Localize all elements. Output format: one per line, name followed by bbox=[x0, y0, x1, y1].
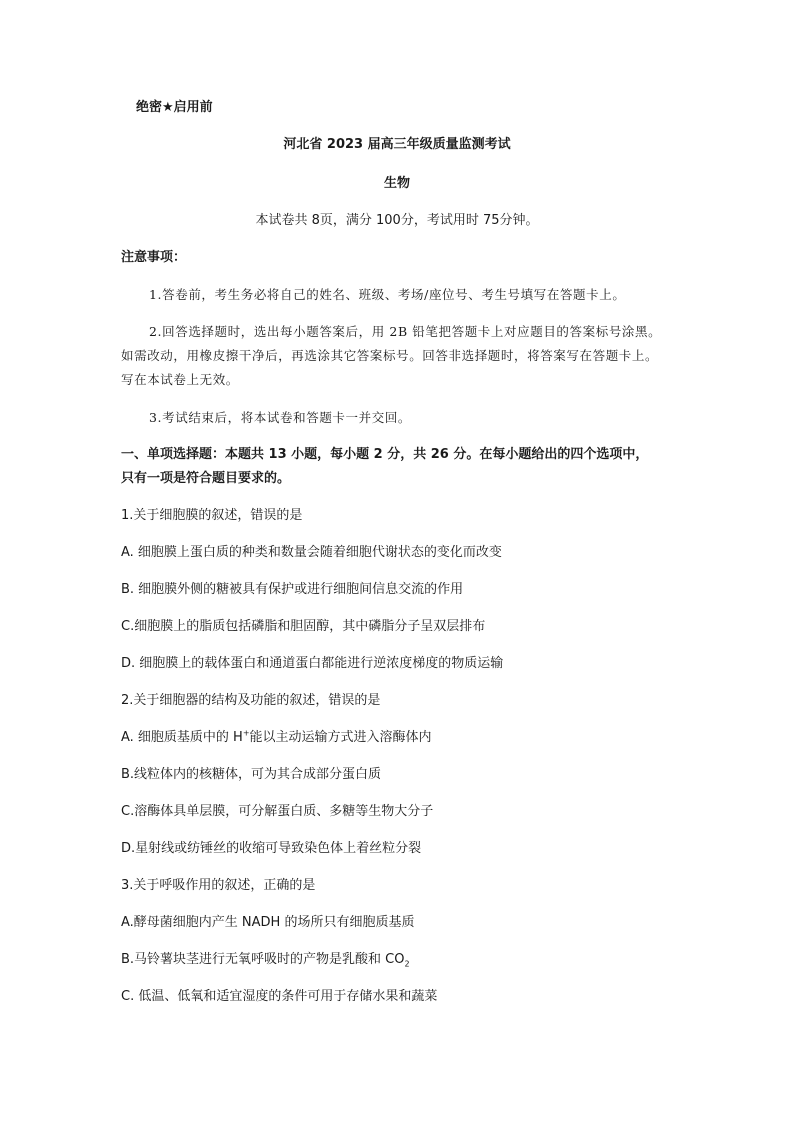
notice-item-2-line-3: 写在本试卷上无效。 bbox=[121, 372, 239, 387]
question-2-option-b: B.线粒体内的核糖体，可为其合成部分蛋白质 bbox=[121, 767, 382, 782]
question-3-option-c: C. 低温、低氧和适宜湿度的条件可用于存储水果和蔬菜 bbox=[121, 989, 438, 1004]
question-3-option-b bbox=[121, 951, 410, 969]
question-2-option-d: D.星射线或纺锤丝的收缩可导致染色体上着丝粒分裂 bbox=[121, 841, 422, 856]
question-2-option-a bbox=[121, 729, 432, 747]
subject-title: 生物 bbox=[383, 176, 410, 191]
question-2-option-a-text: A. 细胞质基质中的 H bbox=[121, 730, 243, 745]
superscript-plus: + bbox=[242, 728, 250, 738]
notice-item-2-line-1: 2.回答选择题时，选出每小题答案后，用 2B 铅笔把答题卡上对应题目的答案标号涂黑。 bbox=[149, 324, 662, 339]
question-3-option-a: A.酵母菌细胞内产生 NADH 的场所只有细胞质基质 bbox=[121, 915, 415, 930]
subscript-two: 2 bbox=[404, 959, 410, 969]
question-2-option-a-text-end: 能以主动运输方式进入溶酶体内 bbox=[249, 730, 432, 745]
notice-item-2-line-2: 如需改动，用橡皮擦干净后，再选涂其它答案标号。回答非选择题时，将答案写在答题卡上。 bbox=[121, 348, 659, 363]
section-heading-line-1: 一、单项选择题：本题共 13 小题，每小题 2 分，共 26 分。在每小题给出的四个选项中， bbox=[121, 447, 649, 462]
notice-title: 注意事项： bbox=[121, 250, 187, 265]
section-heading-line-2: 只有一项是符合题目要求的。 bbox=[121, 471, 291, 486]
question-3-stem: 3.关于呼吸作用的叙述，正确的是 bbox=[121, 878, 316, 893]
exam-info: 本试卷共 8页，满分 100分，考试用时 75分钟。 bbox=[255, 213, 539, 228]
question-1-option-d: D. 细胞膜上的载体蛋白和通道蛋白都能进行逆浓度梯度的物质运输 bbox=[121, 656, 504, 671]
question-2-option-c: C.溶酶体具单层膜，可分解蛋白质、多糖等生物大分子 bbox=[121, 804, 434, 819]
question-1-stem: 1.关于细胞膜的叙述，错误的是 bbox=[121, 508, 303, 523]
question-2-stem: 2.关于细胞器的结构及功能的叙述，错误的是 bbox=[121, 693, 381, 708]
question-1-option-b: B. 细胞膜外侧的糖被具有保护或进行细胞间信息交流的作用 bbox=[121, 582, 464, 597]
question-1-option-c: C.细胞膜上的脂质包括磷脂和胆固醇，其中磷脂分子呈双层排布 bbox=[121, 619, 486, 634]
exam-title: 河北省 2023 届高三年级质量监测考试 bbox=[283, 137, 511, 152]
secret-mark: 绝密★启用前 bbox=[136, 100, 213, 115]
question-1-option-a: A. 细胞膜上蛋白质的种类和数量会随着细胞代谢状态的变化而改变 bbox=[121, 545, 502, 560]
question-3-option-b-text: B.马铃薯块茎进行无氧呼吸时的产物是乳酸和 CO bbox=[121, 952, 405, 967]
notice-item-3: 3.考试结束后，将本试卷和答题卡一并交回。 bbox=[149, 410, 412, 425]
notice-item-1: 1.答卷前，考生务必将自己的姓名、班级、考场/座位号、考生号填写在答题卡上。 bbox=[149, 287, 626, 302]
